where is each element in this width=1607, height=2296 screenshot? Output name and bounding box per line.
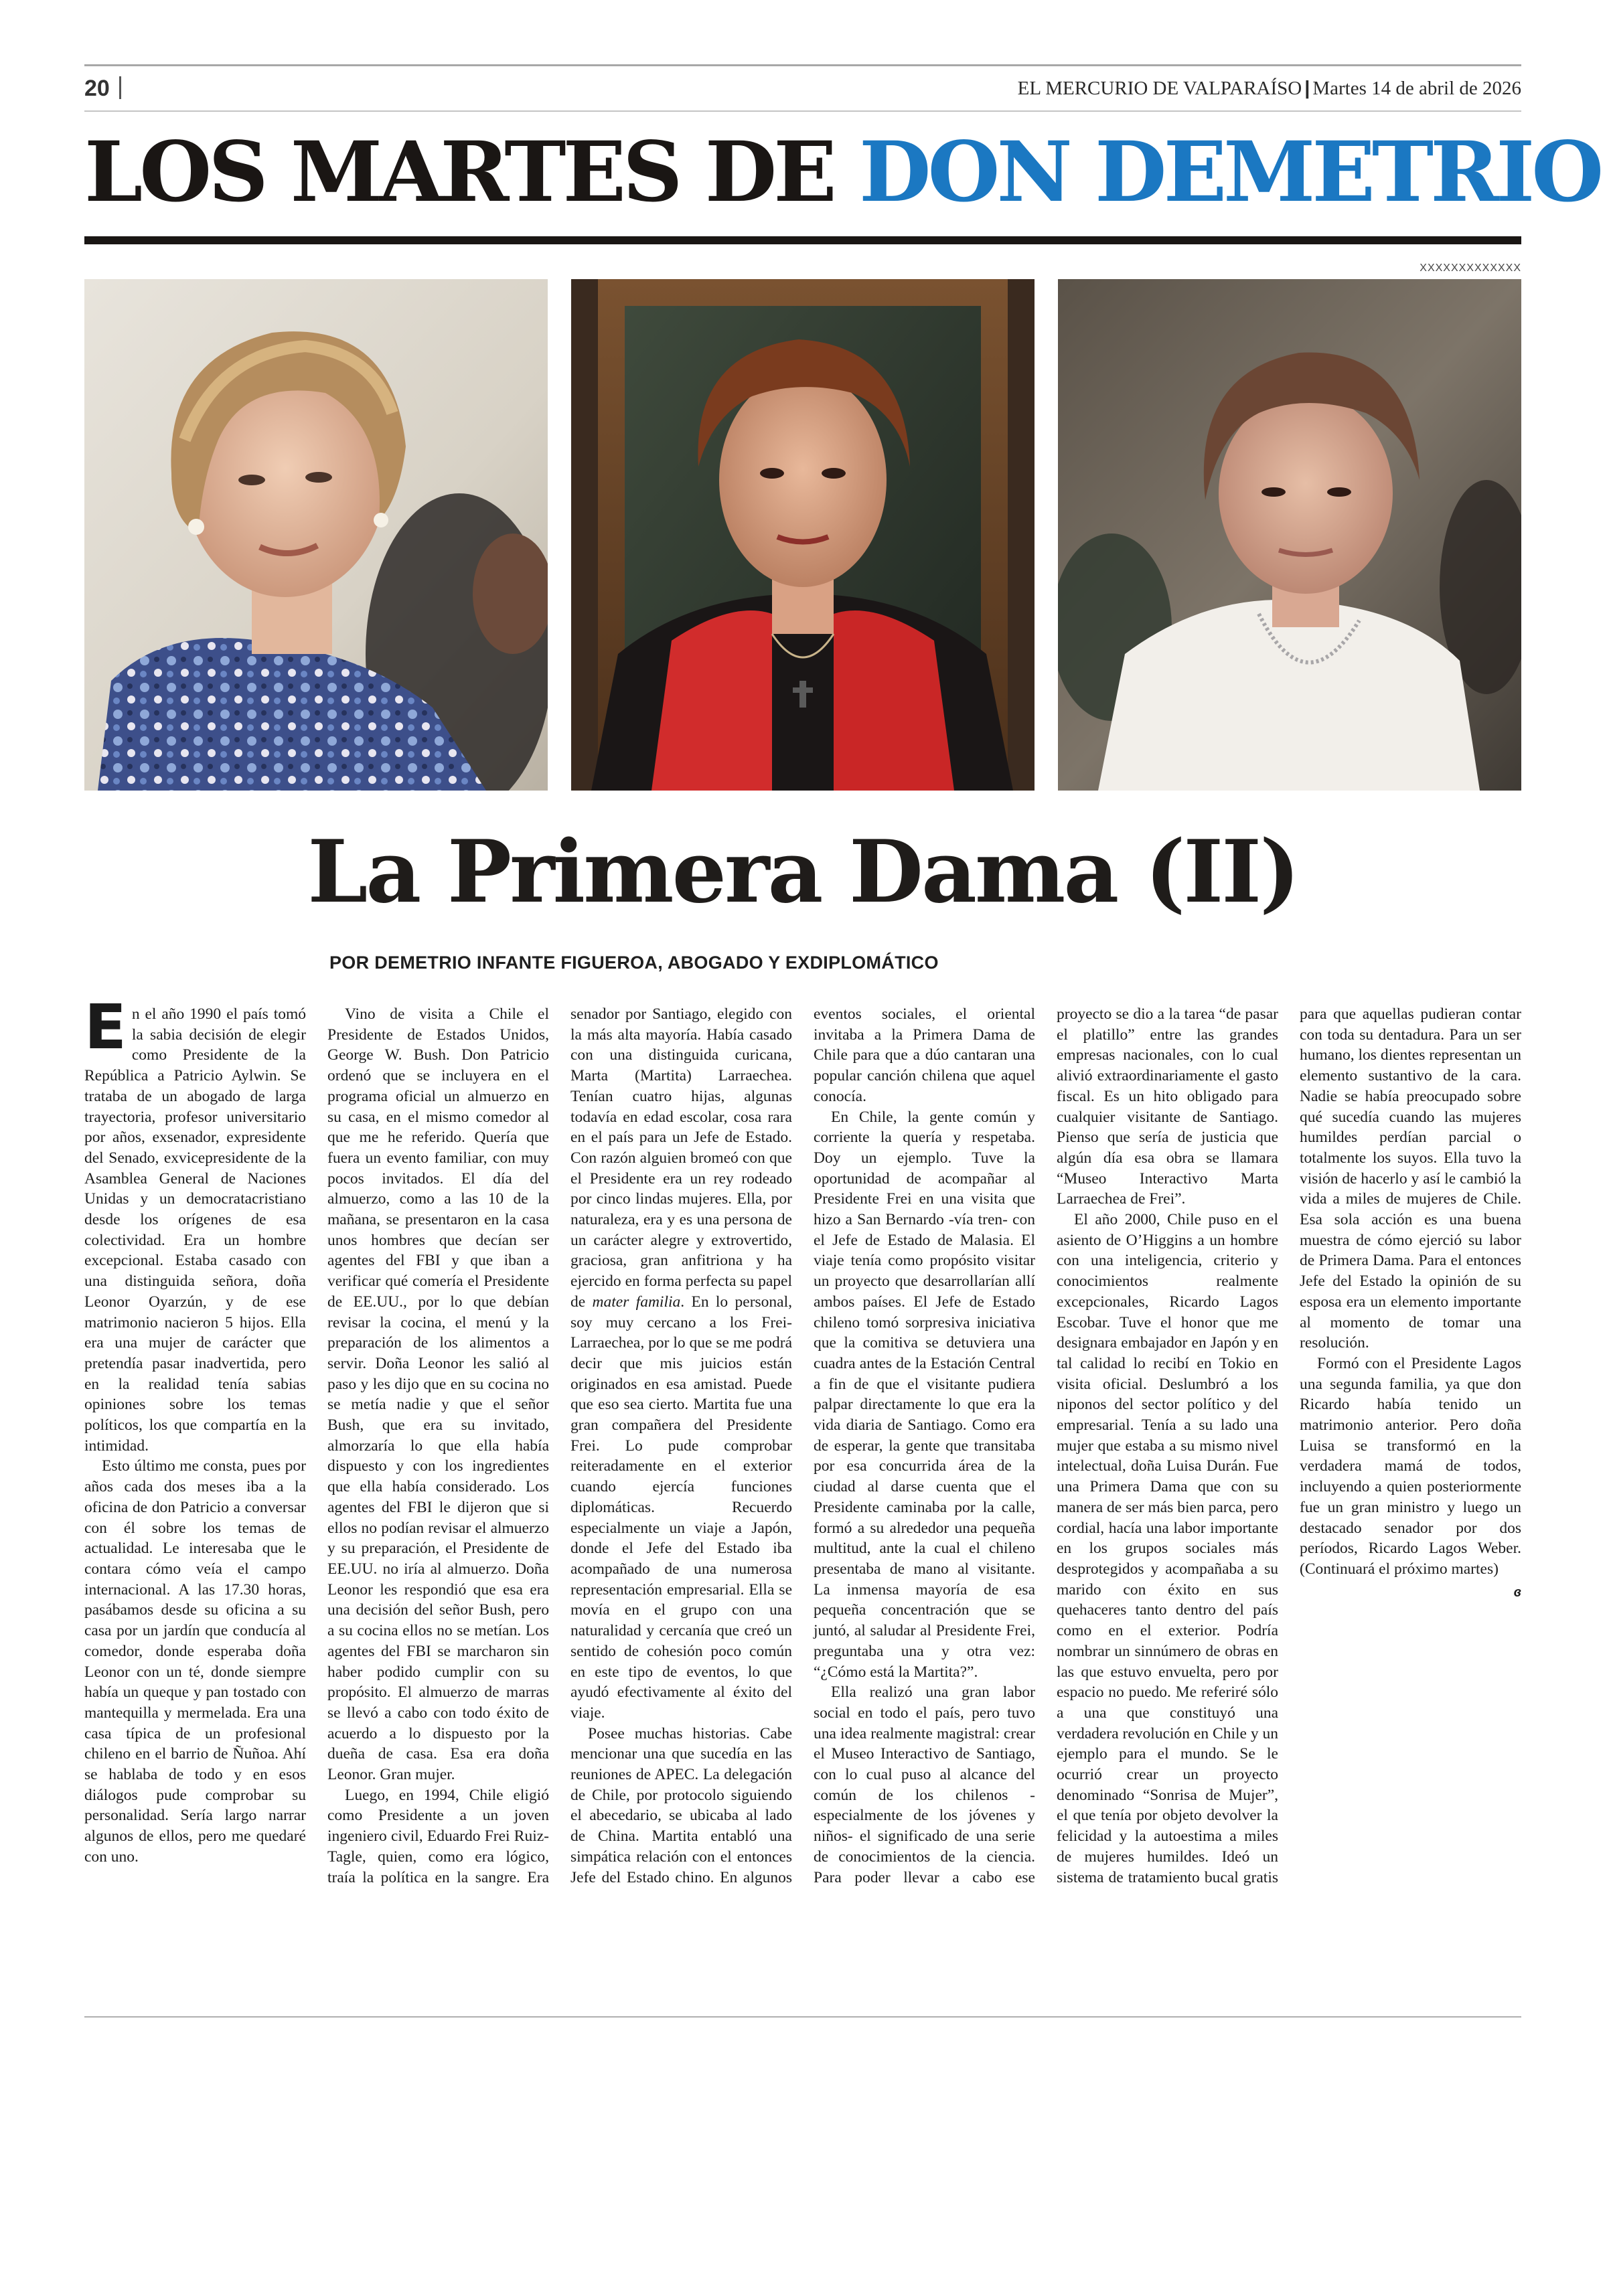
article-paragraph: Ella realizó una gran labor social en todo el país, pero tuvo una idea realmente magistral: crear el Museo Interactivo de Santiago, con lo cual puso al alcance del común de los chilenos -especialmente de los jóvenes y niños- el significado de una serie de conocimientos de la ciencia. Para poder llevar a cabo ese proyecto se dio a la tarea “de pasar el platillo” entre las grandes empresas nacionales, con lo cual alivió extraordinariamente el gasto fiscal. Es un hito obligado para cualquier visitante de Santiago. Pienso que sería de justicia que algún día esa obra se llamara “Museo Interactivo Marta Larraechea de Frei”.: [814, 1005, 1278, 1886]
section-title-part2: DON DEMETRIO: [858, 124, 1601, 221]
section-rule: [84, 236, 1521, 244]
article-paragraph: En el año 1990 el país tomó la sabia decisión de elegir como Presidente de la República a Patricio Aylwin. Se trataba de un abogado de larga trayectoria, profesor universitario por años, exsenador, expresidente del Senado, exvicepresidente de la Asamblea General de Naciones Unidas y un democratacristiano desde los orígenes de esa colectividad. Era un hombre excepcional. Estaba casado con una distinguida señora, doña Leonor Oyarzún, y de ese matrimonio nacieron 5 hijos. Ella era una mujer de carácter que pretendía pasar inadvertida, pero en la realidad tenía sabias opiniones sobre los temas políticos, los que compartía en la intimidad.: [84, 991, 306, 1455]
page-number: 20: [84, 76, 110, 101]
bottom-rule: [84, 2016, 1521, 2018]
article-paragraph: [1300, 1354, 1521, 1600]
portrait-image-2: [571, 279, 1035, 791]
photo-first-lady-3: [1058, 279, 1521, 791]
section-title-part1: LOS MARTES DE: [84, 124, 859, 221]
portrait-image-3: [1058, 279, 1521, 791]
masthead-separator: |: [1304, 78, 1310, 99]
article-text: Formó con el Presidente Lagos una segunda familia, ya que don Ricardo había tenido un matrimonio anterior. Pero doña Luisa se transformó en la verdadera mamá de todos, incluyendo a quien posteriormente fue un gran ministro y luego un destacado senador por dos períodos, Ricardo Lagos Weber. (Continuará el próximo martes): [1300, 1354, 1521, 1578]
page-header: [84, 68, 1521, 108]
article-paragraph: Posee muchas historias. Cabe mencionar una que sucedía en las reuniones de APEC. La delegación de Chile, por protocolo siguiendo el abecedario, se ubicaba al lado de China. Martita entabló una simpática relación con el entonces Jefe del Estado chino. En algunos eventos sociales, el oriental invitaba a la Primera Dama de Chile para que a dúo cantaran una popular canción chilena que aquel conocía.: [570, 1005, 1035, 1886]
article-text: . En lo personal, soy muy cercano a los Frei-Larraechea, por lo que se me podrá decir que mis juicios están originados en esa amistad. Puede que eso sea cierto. Martita fue una gran compañera del Presidente Frei. Lo pude comprobar reiteradamente en el exterior cuando ejercía funciones diplomáticas. Recuerdo especialmente un viaje a Japón, donde el Jefe del Estado iba acompañado de una numerosa representación empresarial. Ella se movía en el grupo con una naturalidad y cercanía que creó un sentido de cohesión poco común en este tipo de eventos, lo que ayudó efectivamente al éxito del viaje.: [570, 1293, 792, 1722]
article-paragraph: Esto último me consta, pues por años cada dos meses iba a la oficina de don Patricio a conversar con él sobre los temas de actualidad. Le interesaba que le contara cómo veía el campo internacional. A las 17.30 horas, pasábamos desde su oficina a su casa por un jardín que conducía al comedor, donde esperaba doña Leonor con un té, donde siempre había un queque y pan tostado con mantequilla y mermelada. Era una casa típica de un profesional chileno en el barrio de Ñuñoa. Ahí se hablaba de todo y en esos diálogos pude comprobar su personalidad. Sería largo narrar algunos de ellos, pero me quedaré con uno.: [84, 1457, 306, 1866]
section-title: [84, 122, 1601, 223]
article-paragraph: El año 2000, Chile puso en el asiento de O’Higgins a un hombre con una inteligencia, criterio y conocimientos realmente excepcionales, Ricardo Lagos Escobar. Tuve el honor que me designara embajador en Japón y en tal calidad lo recibí en Tokio en visita oficial. Deslumbró a los niponos del sector político y del empresarial. Tenía a su lado una mujer que estaba a su mismo nivel intelectual, doña Luisa Durán. Fue una Primera Dama que con su manera de ser más bien parca, pero cordial, hacía una labor importante en los grupos sociales más desprotegidos y acompañaba a su marido con éxito en sus quehaceres tanto dentro del país como en el exterior. Podría nombrar un sinnúmero de obras en las que estuvo envuelta, pero por espacio no puedo. Me referiré sólo a una que constituyó una verdadera revolución en Chile y un ejemplo para el mundo. Se le ocurrió crear un proyecto denominado “Sonrisa de Mujer”, el que tenía por objeto devolver la felicidad y la autoestima a miles de mujeres humildes. Ideó un sistema de tratamiento bucal gratis para que aquellas pudieran contar con toda su dentadura. Para un ser humano, los dientes representan un elemento sustantivo de la cara. Nadie se había preocupado sobre qué sucedía cuando las mujeres humildes perdían parcial o totalmente los suyos. Ella tuvo la visión de hacerlo y así le cambió la vida a miles de mujeres de Chile. Esa sola acción es una buena muestra de cómo ejerció su labor de Primera Dama. Para el entonces Jefe del Estado la opinión de su esposa era un elemento importante al momento de tomar una resolución.: [1057, 1005, 1521, 1886]
masthead: [1018, 68, 1521, 108]
article-byline: POR DEMETRIO INFANTE FIGUEROA, ABOGADO Y EXDIPLOMÁTICO: [329, 953, 939, 973]
article-italic-term: mater familia: [592, 1293, 681, 1311]
photo-first-lady-2: [571, 279, 1035, 791]
page-number-divider: [119, 76, 121, 99]
photo-credit: XXXXXXXXXXXXX: [1420, 262, 1521, 274]
portrait-image-1: [84, 279, 548, 791]
article-body: [84, 991, 1521, 1908]
photo-first-lady-1: [84, 279, 548, 791]
article-end-mark: ɞ: [1513, 1584, 1521, 1600]
article-headline: La Primera Dama (II): [307, 822, 1298, 922]
header-rule: [84, 110, 1521, 112]
article-paragraph: En Chile, la gente común y corriente la quería y respetaba. Doy un ejemplo. Tuve la oportunidad de acompañar al Presidente Frei en una visita que hizo a San Bernardo -vía tren- con el Jefe de Estado de Malasia. El viaje tenía como propósito visitar un proyecto que desarrollarían allí ambos países. El Jefe de Estado chileno tomó sorpresiva iniciativa que la comitiva se detuviera una cuadra antes de la Estación Central a fin de que el visitante pudiera palpar directamente lo que era la vida diaria de Santiago. Como era de esperar, la gente que transitaba por esa concurrida área de la ciudad al darse cuenta que el Presidente caminaba por la calle, formó a su alrededor una pequeña multitud, ante la cual el chileno presentaba de mano al visitante. La inmensa mayoría de esa pequeña concentración que se juntó, al saludar al Presidente Frei, preguntaba una y otra vez: “¿Cómo está la Martita?”.: [814, 1108, 1035, 1681]
top-rule: [84, 64, 1521, 66]
article-text: Luego, en 1994, Chile eligió como Presidente a un joven ingeniero civil, Eduardo Frei Ruiz-Tagle, quien, como era lógico, traía la política en la sangre. Era senador por Santiago, elegido con la más alta mayoría. Había casado con una distinguida curicana, Marta (Martita) Larraechea. Tenían cuatro hijas, algunas todavía en edad escolar, cosa rara en el país para un Jefe de Estado. Con razón alguien bromeó con que el Presidente era un rey rodeado por cinco lindas mujeres. Ella, por naturaleza, era y es una persona de un carácter alegre y extrovertido, graciosa, gran anfitriona y ha ejercido en forma perfecta su papel de: [327, 1005, 792, 1886]
publication-date: Martes 14 de abril de 2026: [1312, 78, 1521, 99]
article-paragraph: Vino de visita a Chile el Presidente de Estados Unidos, George W. Bush. Don Patricio ordenó que se incluyera en el programa oficial un almuerzo en su casa, en el mismo comedor al que me he referido. Quería que fuera un evento familiar, con muy pocos invitados. El día del almuerzo, como a las 10 de la mañana, se presentaron en la casa unos hombres que decían ser agentes del FBI y que iban a verificar qué comería el Presidente de EE.UU., por lo que debían revisar la cocina, el menú y la preparación de los alimentos a servir. Doña Leonor les salió al paso y les dijo que en su cocina no se metía nadie y que el señor Bush, que era su invitado, almorzaría lo que ella había dispuesto y con los ingredientes que ella había considerado. Los agentes del FBI le dijeron que si ellos no podían revisar el almuerzo y su preparación, el Presidente de EE.UU. no iría al almuerzo. Doña Leonor les respondió que esa era una decisión del señor Bush, pero a su cocina ellos no se metían. Los agentes del FBI se marcharon sin haber podido cumplir con su propósito. El almuerzo de marras se llevó a cabo con todo éxito de acuerdo a lo dispuesto por la dueña de casa. Esa era doña Leonor. Gran mujer.: [327, 1005, 549, 1784]
newspaper-name: EL MERCURIO DE VALPARAÍSO: [1017, 78, 1302, 99]
